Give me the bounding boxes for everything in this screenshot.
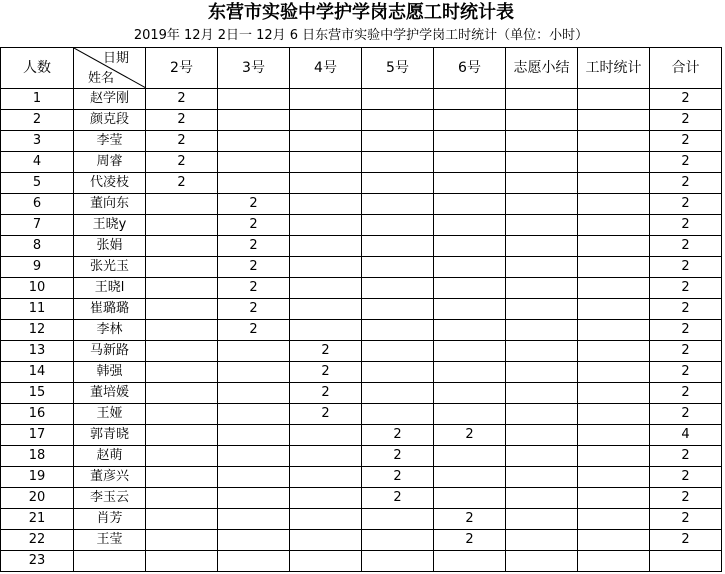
row-day-cell[interactable] <box>146 425 218 446</box>
row-day-cell[interactable] <box>362 131 434 152</box>
row-day-cell[interactable] <box>362 110 434 131</box>
row-day-cell[interactable]: 2 <box>362 425 434 446</box>
table-row <box>1 383 722 404</box>
row-day-cell[interactable] <box>146 383 218 404</box>
row-num-cell[interactable]: 14 <box>1 362 74 383</box>
row-day-cell[interactable] <box>290 215 362 236</box>
header-summary[interactable]: 志愿小结 <box>506 48 578 89</box>
row-day-cell[interactable] <box>218 551 290 572</box>
row-hours-cell[interactable] <box>578 404 650 425</box>
row-hours-cell[interactable] <box>578 446 650 467</box>
row-day-cell[interactable] <box>146 215 218 236</box>
row-summary-cell[interactable] <box>506 509 578 530</box>
row-day-cell[interactable] <box>218 488 290 509</box>
row-day-cell[interactable] <box>434 488 506 509</box>
row-day-cell[interactable]: 2 <box>146 110 218 131</box>
row-name-cell[interactable]: 王晓y <box>74 215 146 236</box>
table-row <box>1 110 722 131</box>
row-num-cell[interactable]: 21 <box>1 509 74 530</box>
row-day-cell[interactable] <box>362 383 434 404</box>
table-row <box>1 425 722 446</box>
row-day-cell[interactable] <box>434 194 506 215</box>
row-name-cell[interactable]: 肖芳 <box>74 509 146 530</box>
row-total-cell[interactable]: 2 <box>650 236 722 257</box>
row-name-cell[interactable]: 周睿 <box>74 152 146 173</box>
row-day-cell[interactable] <box>434 299 506 320</box>
header-num[interactable]: 人数 <box>1 48 74 89</box>
row-day-cell[interactable] <box>362 404 434 425</box>
row-summary-cell[interactable] <box>506 383 578 404</box>
header-hours[interactable]: 工时统计 <box>578 48 650 89</box>
row-day-cell[interactable] <box>434 467 506 488</box>
row-summary-cell[interactable] <box>506 278 578 299</box>
row-day-cell[interactable] <box>290 278 362 299</box>
row-day-cell[interactable]: 2 <box>290 383 362 404</box>
row-day-cell[interactable] <box>146 551 218 572</box>
row-summary-cell[interactable] <box>506 215 578 236</box>
header-day-2[interactable]: 2号 <box>146 48 218 89</box>
row-hours-cell[interactable] <box>578 530 650 551</box>
row-day-cell[interactable] <box>434 446 506 467</box>
row-day-cell[interactable] <box>362 341 434 362</box>
row-num-cell[interactable]: 23 <box>1 551 74 572</box>
row-num-cell[interactable]: 8 <box>1 236 74 257</box>
row-day-cell[interactable] <box>146 320 218 341</box>
row-name-cell[interactable]: 颜克段 <box>74 110 146 131</box>
row-day-cell[interactable]: 2 <box>290 404 362 425</box>
row-num-cell[interactable]: 17 <box>1 425 74 446</box>
row-total-cell[interactable]: 2 <box>650 194 722 215</box>
row-day-cell[interactable] <box>434 215 506 236</box>
row-total-cell[interactable]: 2 <box>650 299 722 320</box>
row-hours-cell[interactable] <box>578 509 650 530</box>
row-day-cell[interactable] <box>434 257 506 278</box>
row-num-cell[interactable]: 6 <box>1 194 74 215</box>
row-total-cell[interactable]: 2 <box>650 320 722 341</box>
row-num-cell[interactable]: 20 <box>1 488 74 509</box>
row-total-cell[interactable]: 2 <box>650 383 722 404</box>
table-body <box>1 89 722 572</box>
header-total[interactable]: 合计 <box>650 48 722 89</box>
row-num-cell[interactable]: 13 <box>1 341 74 362</box>
row-day-cell[interactable] <box>290 131 362 152</box>
table-row <box>1 404 722 425</box>
row-day-cell[interactable]: 2 <box>146 173 218 194</box>
row-day-cell[interactable] <box>290 509 362 530</box>
row-day-cell[interactable] <box>290 194 362 215</box>
row-day-cell[interactable] <box>218 530 290 551</box>
row-hours-cell[interactable] <box>578 425 650 446</box>
row-day-cell[interactable] <box>218 110 290 131</box>
row-hours-cell[interactable] <box>578 152 650 173</box>
row-num-cell[interactable]: 2 <box>1 110 74 131</box>
row-total-cell[interactable]: 2 <box>650 362 722 383</box>
table-row <box>1 194 722 215</box>
row-day-cell[interactable]: 2 <box>290 362 362 383</box>
row-day-cell[interactable] <box>362 257 434 278</box>
row-day-cell[interactable] <box>290 320 362 341</box>
row-day-cell[interactable] <box>290 173 362 194</box>
row-day-cell[interactable] <box>362 299 434 320</box>
row-day-cell[interactable] <box>434 131 506 152</box>
row-num-cell[interactable]: 15 <box>1 383 74 404</box>
table-row <box>1 488 722 509</box>
row-hours-cell[interactable] <box>578 194 650 215</box>
row-name-cell[interactable]: 崔璐璐 <box>74 299 146 320</box>
row-hours-cell[interactable] <box>578 110 650 131</box>
row-hours-cell[interactable] <box>578 341 650 362</box>
table-row <box>1 551 722 572</box>
row-day-cell[interactable] <box>146 194 218 215</box>
table-row <box>1 257 722 278</box>
row-name-cell[interactable]: 张娟 <box>74 236 146 257</box>
hours-table <box>0 47 722 572</box>
row-name-cell[interactable]: 董向东 <box>74 194 146 215</box>
row-hours-cell[interactable] <box>578 488 650 509</box>
row-num-cell[interactable]: 7 <box>1 215 74 236</box>
row-day-cell[interactable]: 2 <box>218 257 290 278</box>
row-name-cell[interactable]: 代凌枝 <box>74 173 146 194</box>
row-hours-cell[interactable] <box>578 383 650 404</box>
row-day-cell[interactable] <box>290 257 362 278</box>
row-day-cell[interactable] <box>362 152 434 173</box>
row-day-cell[interactable]: 2 <box>362 446 434 467</box>
row-total-cell[interactable]: 2 <box>650 131 722 152</box>
row-hours-cell[interactable] <box>578 215 650 236</box>
row-day-cell[interactable] <box>218 383 290 404</box>
row-day-cell[interactable] <box>362 236 434 257</box>
row-hours-cell[interactable] <box>578 236 650 257</box>
header-date-name[interactable] <box>74 48 146 89</box>
row-day-cell[interactable] <box>218 446 290 467</box>
row-day-cell[interactable] <box>218 404 290 425</box>
row-total-cell[interactable]: 2 <box>650 530 722 551</box>
row-day-cell[interactable] <box>362 194 434 215</box>
row-total-cell[interactable]: 2 <box>650 257 722 278</box>
row-hours-cell[interactable] <box>578 467 650 488</box>
row-day-cell[interactable]: 2 <box>218 299 290 320</box>
table-row <box>1 320 722 341</box>
row-day-cell[interactable] <box>362 362 434 383</box>
sheet-title: 东营市实验中学护学岗志愿工时统计表 <box>208 2 514 23</box>
row-summary-cell[interactable] <box>506 173 578 194</box>
row-day-cell[interactable] <box>218 425 290 446</box>
row-day-cell[interactable] <box>362 89 434 110</box>
row-day-cell[interactable] <box>434 110 506 131</box>
row-total-cell[interactable]: 2 <box>650 110 722 131</box>
row-name-cell[interactable]: 董培媛 <box>74 383 146 404</box>
row-total-cell[interactable]: 2 <box>650 509 722 530</box>
row-day-cell[interactable] <box>434 341 506 362</box>
row-total-cell[interactable]: 2 <box>650 278 722 299</box>
row-summary-cell[interactable] <box>506 530 578 551</box>
row-day-cell[interactable] <box>434 383 506 404</box>
row-day-cell[interactable] <box>218 467 290 488</box>
row-summary-cell[interactable] <box>506 551 578 572</box>
row-day-cell[interactable] <box>146 488 218 509</box>
row-day-cell[interactable]: 2 <box>362 467 434 488</box>
row-num-cell[interactable]: 11 <box>1 299 74 320</box>
row-day-cell[interactable]: 2 <box>434 425 506 446</box>
row-name-cell[interactable]: 董彦兴 <box>74 467 146 488</box>
row-hours-cell[interactable] <box>578 173 650 194</box>
row-hours-cell[interactable] <box>578 278 650 299</box>
row-day-cell[interactable] <box>146 299 218 320</box>
row-num-cell[interactable]: 1 <box>1 89 74 110</box>
row-day-cell[interactable] <box>146 341 218 362</box>
row-num-cell[interactable]: 10 <box>1 278 74 299</box>
row-num-cell[interactable]: 22 <box>1 530 74 551</box>
row-day-cell[interactable] <box>218 89 290 110</box>
row-total-cell[interactable]: 2 <box>650 215 722 236</box>
row-hours-cell[interactable] <box>578 89 650 110</box>
row-day-cell[interactable]: 2 <box>290 341 362 362</box>
row-day-cell[interactable]: 2 <box>146 89 218 110</box>
header-row <box>1 48 722 89</box>
row-summary-cell[interactable] <box>506 488 578 509</box>
table-row <box>1 236 722 257</box>
row-day-cell[interactable] <box>290 446 362 467</box>
row-name-cell[interactable]: 马新路 <box>74 341 146 362</box>
row-total-cell[interactable]: 2 <box>650 89 722 110</box>
row-day-cell[interactable] <box>290 488 362 509</box>
row-num-cell[interactable]: 9 <box>1 257 74 278</box>
row-day-cell[interactable] <box>146 278 218 299</box>
row-num-cell[interactable]: 18 <box>1 446 74 467</box>
table-row <box>1 89 722 110</box>
row-day-cell[interactable] <box>290 551 362 572</box>
row-total-cell[interactable] <box>650 551 722 572</box>
table-row <box>1 467 722 488</box>
row-summary-cell[interactable] <box>506 131 578 152</box>
row-total-cell[interactable]: 2 <box>650 404 722 425</box>
table-row <box>1 509 722 530</box>
table-row <box>1 131 722 152</box>
row-hours-cell[interactable] <box>578 299 650 320</box>
row-summary-cell[interactable] <box>506 152 578 173</box>
row-name-cell[interactable]: 张光玉 <box>74 257 146 278</box>
table-row <box>1 299 722 320</box>
row-summary-cell[interactable] <box>506 467 578 488</box>
row-day-cell[interactable]: 2 <box>146 152 218 173</box>
sheet-subtitle: 2019年 12月 2日一 12月 6 日东营市实验中学护学岗工时统计（单位：小时） <box>133 28 589 43</box>
row-hours-cell[interactable] <box>578 551 650 572</box>
row-day-cell[interactable] <box>218 152 290 173</box>
header-day-5[interactable]: 5号 <box>362 48 434 89</box>
row-summary-cell[interactable] <box>506 320 578 341</box>
table-row <box>1 446 722 467</box>
row-summary-cell[interactable] <box>506 362 578 383</box>
row-day-cell[interactable] <box>290 299 362 320</box>
row-day-cell[interactable]: 2 <box>434 509 506 530</box>
row-hours-cell[interactable] <box>578 362 650 383</box>
row-day-cell[interactable] <box>434 173 506 194</box>
row-day-cell[interactable] <box>434 404 506 425</box>
row-summary-cell[interactable] <box>506 404 578 425</box>
row-total-cell[interactable]: 4 <box>650 425 722 446</box>
row-total-cell[interactable]: 2 <box>650 173 722 194</box>
row-day-cell[interactable] <box>146 446 218 467</box>
row-day-cell[interactable] <box>362 320 434 341</box>
row-summary-cell[interactable] <box>506 257 578 278</box>
row-hours-cell[interactable] <box>578 131 650 152</box>
row-day-cell[interactable] <box>146 467 218 488</box>
row-name-cell[interactable]: 李林 <box>74 320 146 341</box>
row-summary-cell[interactable] <box>506 341 578 362</box>
row-day-cell[interactable] <box>434 89 506 110</box>
row-day-cell[interactable] <box>434 152 506 173</box>
row-day-cell[interactable] <box>434 320 506 341</box>
row-hours-cell[interactable] <box>578 320 650 341</box>
row-day-cell[interactable] <box>362 215 434 236</box>
row-summary-cell[interactable] <box>506 236 578 257</box>
table-row <box>1 152 722 173</box>
row-day-cell[interactable] <box>146 530 218 551</box>
row-day-cell[interactable] <box>218 131 290 152</box>
row-day-cell[interactable] <box>434 551 506 572</box>
header-date: 日期 <box>102 51 129 66</box>
header-day-6[interactable]: 6号 <box>434 48 506 89</box>
row-summary-cell[interactable] <box>506 425 578 446</box>
row-day-cell[interactable] <box>362 551 434 572</box>
row-name-cell[interactable]: 王娅 <box>74 404 146 425</box>
row-day-cell[interactable] <box>290 89 362 110</box>
row-num-cell[interactable]: 12 <box>1 320 74 341</box>
table-row <box>1 362 722 383</box>
row-day-cell[interactable]: 2 <box>218 320 290 341</box>
row-day-cell[interactable] <box>290 467 362 488</box>
row-num-cell[interactable]: 4 <box>1 152 74 173</box>
row-day-cell[interactable] <box>434 236 506 257</box>
row-summary-cell[interactable] <box>506 194 578 215</box>
row-day-cell[interactable] <box>434 278 506 299</box>
row-day-cell[interactable] <box>146 236 218 257</box>
row-num-cell[interactable]: 5 <box>1 173 74 194</box>
row-total-cell[interactable]: 2 <box>650 446 722 467</box>
row-summary-cell[interactable] <box>506 446 578 467</box>
row-summary-cell[interactable] <box>506 110 578 131</box>
row-day-cell[interactable] <box>290 110 362 131</box>
row-num-cell[interactable]: 16 <box>1 404 74 425</box>
header-day-3[interactable]: 3号 <box>218 48 290 89</box>
row-summary-cell[interactable] <box>506 89 578 110</box>
row-name-cell[interactable]: 王莹 <box>74 530 146 551</box>
row-num-cell[interactable]: 3 <box>1 131 74 152</box>
row-hours-cell[interactable] <box>578 257 650 278</box>
row-name-cell[interactable]: 郭青晓 <box>74 425 146 446</box>
row-day-cell[interactable] <box>362 509 434 530</box>
row-total-cell[interactable]: 2 <box>650 341 722 362</box>
row-day-cell[interactable] <box>146 257 218 278</box>
header-day-4[interactable]: 4号 <box>290 48 362 89</box>
row-day-cell[interactable] <box>146 404 218 425</box>
row-name-cell[interactable]: 赵学刚 <box>74 89 146 110</box>
row-name-cell[interactable]: 李玉云 <box>74 488 146 509</box>
row-day-cell[interactable] <box>218 509 290 530</box>
row-day-cell[interactable] <box>146 509 218 530</box>
row-total-cell[interactable]: 2 <box>650 488 722 509</box>
row-num-cell[interactable]: 19 <box>1 467 74 488</box>
table-row <box>1 215 722 236</box>
row-day-cell[interactable]: 2 <box>218 236 290 257</box>
row-day-cell[interactable] <box>146 362 218 383</box>
row-day-cell[interactable] <box>290 152 362 173</box>
row-day-cell[interactable]: 2 <box>146 131 218 152</box>
row-day-cell[interactable] <box>362 173 434 194</box>
row-day-cell[interactable] <box>218 362 290 383</box>
row-total-cell[interactable]: 2 <box>650 152 722 173</box>
header-name: 姓名 <box>88 71 115 86</box>
row-day-cell[interactable]: 2 <box>218 215 290 236</box>
row-day-cell[interactable] <box>290 530 362 551</box>
table-row <box>1 173 722 194</box>
row-day-cell[interactable] <box>218 173 290 194</box>
row-day-cell[interactable] <box>434 362 506 383</box>
row-name-cell[interactable]: 赵萌 <box>74 446 146 467</box>
row-day-cell[interactable]: 2 <box>218 194 290 215</box>
row-total-cell[interactable]: 2 <box>650 467 722 488</box>
row-day-cell[interactable]: 2 <box>362 488 434 509</box>
row-day-cell[interactable]: 2 <box>434 530 506 551</box>
row-name-cell[interactable] <box>74 551 146 572</box>
row-day-cell[interactable] <box>218 341 290 362</box>
row-day-cell[interactable]: 2 <box>218 278 290 299</box>
row-day-cell[interactable] <box>290 425 362 446</box>
row-day-cell[interactable] <box>362 278 434 299</box>
row-day-cell[interactable] <box>290 236 362 257</box>
row-day-cell[interactable] <box>362 530 434 551</box>
table-row <box>1 341 722 362</box>
table-row <box>1 530 722 551</box>
table-row <box>1 278 722 299</box>
row-name-cell[interactable]: 李莹 <box>74 131 146 152</box>
row-summary-cell[interactable] <box>506 299 578 320</box>
row-name-cell[interactable]: 王晓l <box>74 278 146 299</box>
row-name-cell[interactable]: 韩强 <box>74 362 146 383</box>
